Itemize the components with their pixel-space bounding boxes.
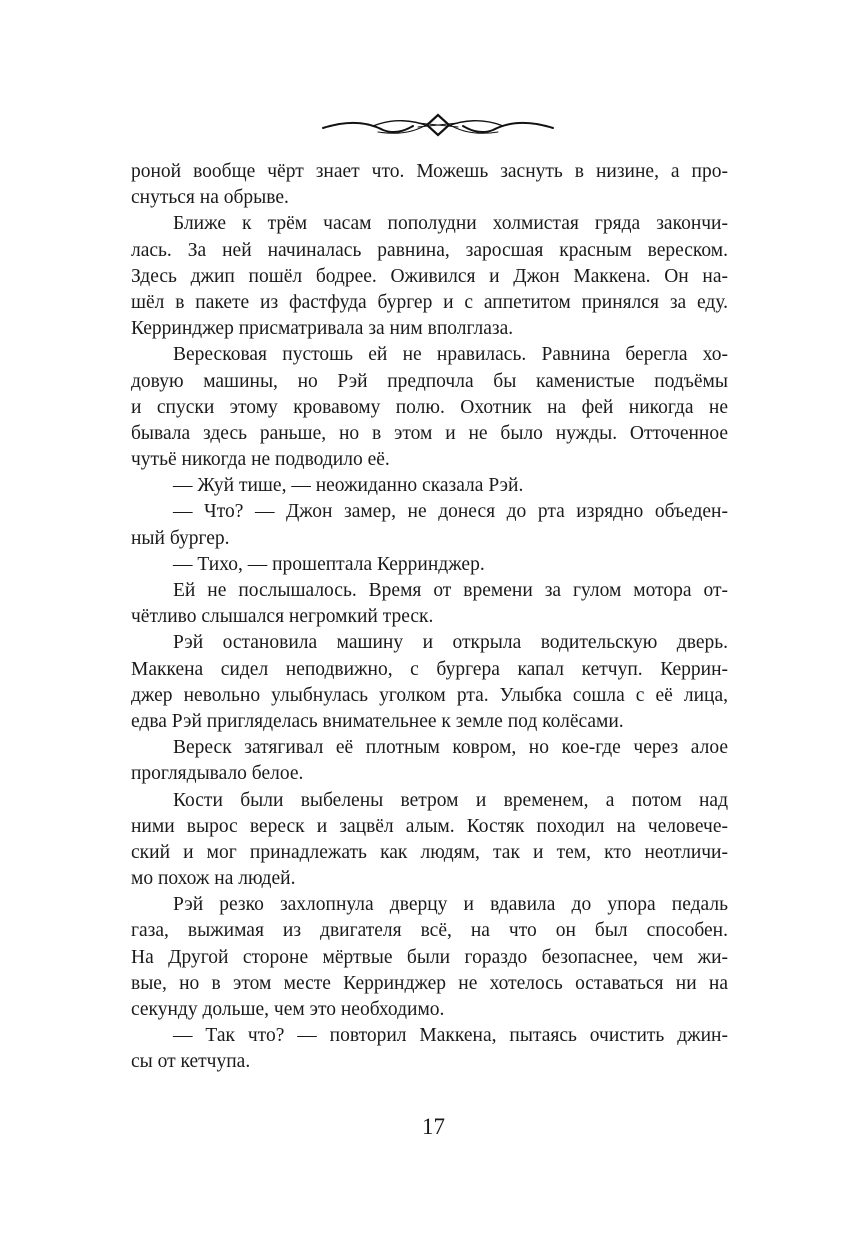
text-line: На Другой стороне мёртвые были гораздо безопаснее, чем жи- [131, 946, 728, 968]
text-line: довую машины, но Рэй предпочла бы каменистые подъёмы [131, 370, 728, 392]
text-line: — Так что? — повторил Маккена, пытаясь очистить джин- [173, 1025, 728, 1047]
body-text [131, 159, 728, 1076]
text-line: джер невольно улыбнулась уголком рта. Улыбка сошла с её лица, [131, 684, 728, 706]
text-line: шёл в пакете из фастфуда бургер и с аппетитом принялся за еду. [131, 291, 728, 313]
text-line: Здесь джип пошёл бодрее. Оживился и Джон Маккена. Он на- [131, 265, 728, 287]
text-line: мо похож на людей. [131, 868, 296, 890]
text-line: Маккена сидел неподвижно, с бургера капал кетчуп. Керрин- [131, 658, 728, 680]
text-line: снуться на обрыве. [131, 187, 289, 209]
text-line: чутьё никогда не подводило её. [131, 449, 390, 471]
text-line: и спуски этому кровавому полю. Охотник на фей никогда не [131, 396, 728, 418]
text-line: вые, но в этом месте Керринджер не хотелось оставаться ни на [131, 972, 728, 994]
text-line: Кости были выбелены ветром и временем, а потом над [173, 789, 728, 811]
page-number: 17 [422, 1114, 445, 1139]
text-line: Керринджер присматривала за ним вполглаза. [131, 318, 514, 340]
text-line: Рэй резко захлопнула дверцу и вдавила до упора педаль [173, 894, 728, 916]
ornament-divider-icon [318, 110, 558, 140]
text-line: газа, выжимая из двигателя всё, на что он был способен. [131, 920, 728, 942]
text-line: Ближе к трём часам пополудни холмистая гряда закончи- [173, 213, 728, 235]
text-line: Вересковая пустошь ей не нравилась. Равнина берегла хо- [173, 344, 728, 366]
text-line: сы от кетчупа. [131, 1051, 251, 1073]
text-line: Ей не послышалось. Время от времени за гулом мотора от- [173, 580, 728, 601]
text-line: — Тихо, — прошептала Керринджер. [173, 553, 485, 575]
text-line: бывала здесь раньше, но в этом и не было нужды. Отточенное [131, 422, 728, 444]
text-line: роной вообще чёрт знает что. Можешь заснуть в низине, а про- [131, 161, 728, 182]
text-line: лась. За ней начиналась равнина, заросшая красным вереском. [131, 239, 728, 261]
text-line: — Что? — Джон замер, не донеся до рта изрядно объеден- [173, 501, 728, 523]
text-line: ними вырос вереск и зацвёл алым. Костяк походил на человече- [131, 815, 728, 837]
text-line: секунду дольше, чем это необходимо. [131, 999, 445, 1020]
text-line: ский и мог принадлежать как людям, так и тем, кто неотличи- [131, 841, 728, 863]
text-line: Вереск затягивал её плотным ковром, но кое-где через алое [173, 737, 728, 759]
text-line: — Жуй тише, — неожиданно сказала Рэй. [173, 475, 524, 497]
text-line: ный бургер. [131, 527, 230, 549]
text-line: чётливо слышался негромкий треск. [131, 606, 434, 628]
text-line: едва Рэй пригляделась внимательнее к земле под колёсами. [131, 710, 624, 732]
text-line: проглядывало белое. [131, 763, 304, 785]
text-line: Рэй остановила машину и открыла водительскую дверь. [173, 632, 728, 654]
